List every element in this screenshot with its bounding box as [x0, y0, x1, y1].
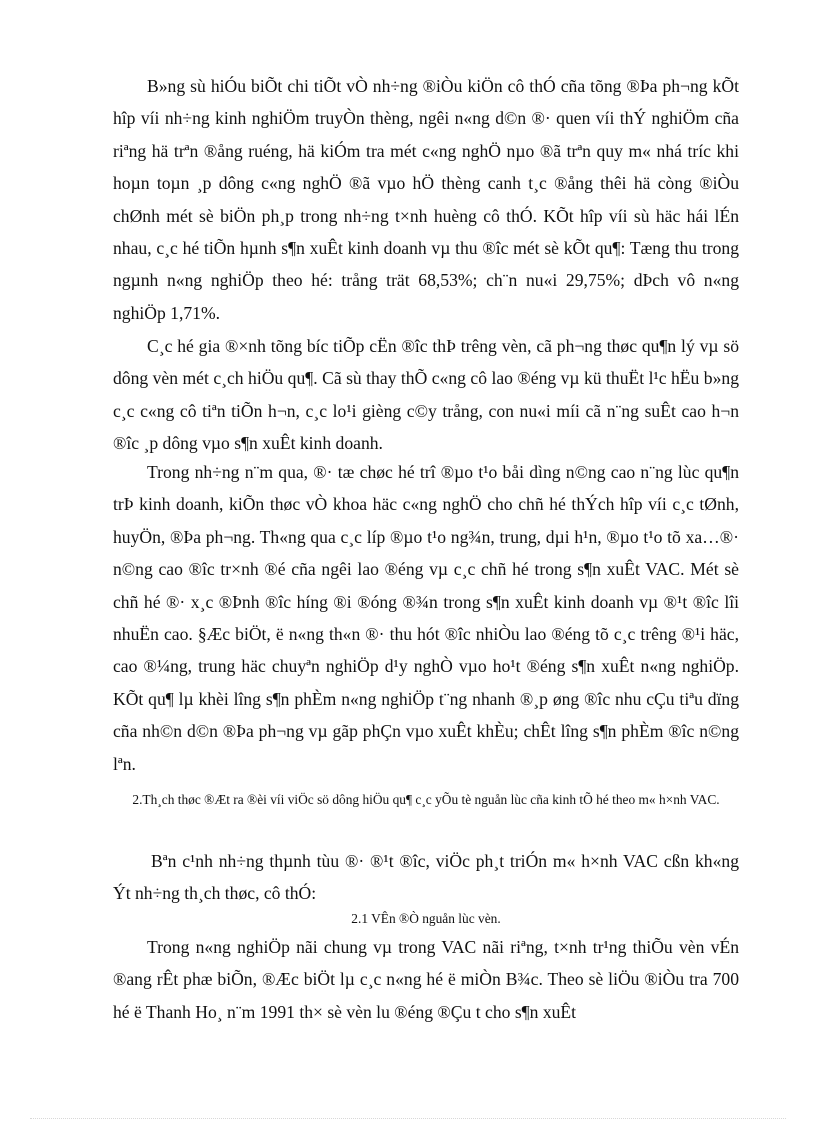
subsection-heading-capital: 2.1 VÊn ®Ò nguån lùc vèn. [351, 911, 501, 926]
page-bottom-rule [30, 1118, 786, 1119]
paragraph-capital-shortage: Trong n«ng nghiÖp nãi chung vµ trong VAC nãi riªng, t×nh tr¹ng thiÕu vèn vÉn ®ang rÊt phæ biÕn, ®Æc biÖt lµ c¸c n«ng hé ë miÒn B¾c. Theo sè liÖu ®iÒu tra 700 hé ë Thanh Ho¸ n¨m 1991 th× sè vèn lu ®éng ®Çu t cho s¶n xuÊt [113, 937, 739, 1022]
paragraph-farmer-experiments: B»ng sù hiÓu biÕt chi tiÕt vÒ nh÷ng ®iÒu kiÖn cô thÓ cña tõng ®Þa ph¬ng kÕt hîp víi nh÷ng kinh nghiÖm truyÒn thèng, ngêi n«ng d©n ®· quen víi thÝ nghiÖm cña riªng hä trªn ®ång ruéng, hä kiÓm tra mét c«ng nghÖ nµo ®ã trªn quy m« nhá tríc khi hoµn toµn ¸p dông c«ng nghÖ ®ã vµo hÖ thèng canh t¸c ®ång thêi hä còng ®iÒu chØnh mét sè biÖn ph¸p trong nh÷ng t×nh huèng cô thÓ. KÕt hîp víi sù häc hái lÉn nhau, c¸c hé tiÕn hµnh s¶n xuÊt kinh doanh vµ thu ®îc mét sè kÕt qu¶: Tæng thu trong ngµnh n«ng nghiÖp theo hé: trång trät 68,53%; ch¨n nu«i 29,75%; dÞch vô n«ng nghiÖp 1,71%. [113, 76, 739, 323]
section-heading-challenges: 2.Th¸ch thøc ®Æt ra ®èi víi viÖc sö dông hiÖu qu¶ c¸c yÕu tè nguån lùc cña kinh tÕ hé theo m« h×nh VAC. [132, 792, 720, 807]
paragraph-challenges-intro: Bªn c¹nh nh÷ng thµnh tùu ®· ®¹t ®îc, viÖc ph¸t triÓn m« h×nh VAC cßn kh«ng Ýt nh÷ng th¸ch thøc, cô thÓ: [113, 851, 739, 904]
paragraph-capital-access: C¸c hé gia ®×nh tõng bíc tiÕp cËn ®îc thÞ trêng vèn, cã ph¬ng thøc qu¶n lý vµ sö dông vèn mét c¸ch hiÖu qu¶. Cã sù thay thÕ c«ng cô lao ®éng vµ kü thuËt l¹c hËu b»ng c¸c c«ng cô tiªn tiÕn h¬n, c¸c lo¹i gièng c©y trång, con nu«i míi cã n¨ng suÊt cao h¬n ®îc ¸p dông vµo s¶n xuÊt kinh doanh. [113, 336, 739, 454]
paragraph-training: Trong nh÷ng n¨m qua, ®· tæ chøc hé trî ®µo t¹o båi dìng n©ng cao n¨ng lùc qu¶n trÞ kinh doanh, kiÕn thøc vÒ khoa häc c«ng nghÖ cho chñ hé thÝch hîp víi c¸c tØnh, huyÖn, ®Þa ph¬ng. Th«ng qua c¸c líp ®µo t¹o ng¾n, trung, dµi h¹n, ®µo t¹o tõ xa…®· n©ng cao ®îc tr×nh ®é cña ngêi lao ®éng vµ c¸c chñ hé trong s¶n xuÊt VAC. Mét sè chñ hé ®· x¸c ®Þnh ®îc híng ®i ®óng ®¾n trong s¶n xuÊt kinh doanh vµ ®¹t ®îc lîi nhuËn cao. §Æc biÖt, ë n«ng th«n ®· thu hót ®îc nhiÒu lao ®éng tõ c¸c trêng ®¹i häc, cao ®¼ng, trung häc chuyªn nghiÖp d¹y nghÒ vµo ho¹t ®éng s¶n xuÊt n«ng nghiÖp. KÕt qu¶ lµ khèi lîng s¶n phÈm n«ng nghiÖp t¨ng nhanh ®¸p øng ®îc nhu cÇu tiªu dïng cña nh©n d©n ®Þa ph¬ng vµ gãp phÇn vµo xuÊt khÈu; chÊt lîng s¶n phÈm ®îc n©ng lªn. [113, 462, 739, 774]
